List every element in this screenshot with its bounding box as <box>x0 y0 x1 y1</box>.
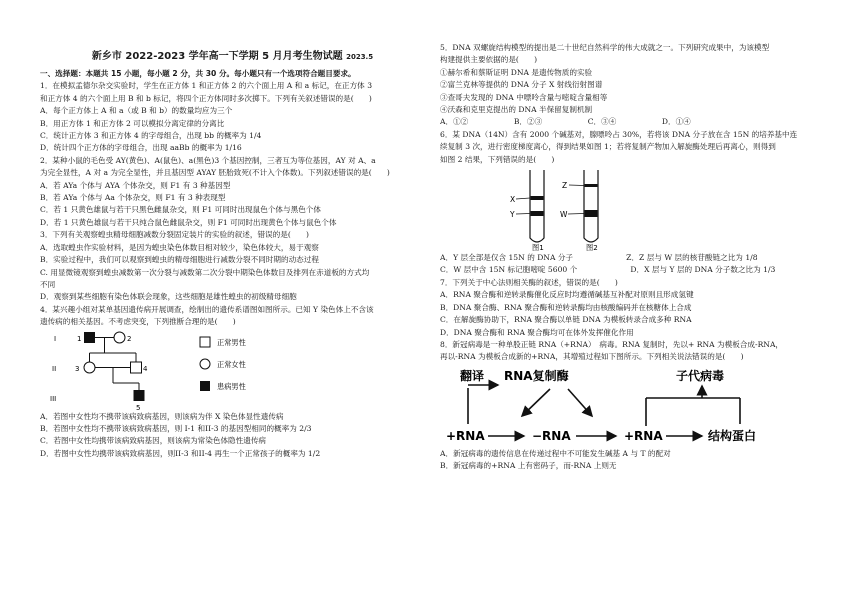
q4-options <box>40 411 425 461</box>
text-line: 7．下列关于中心法则相关酶的叙述，错误的是( ) <box>440 277 618 287</box>
text-line: 1．在模拟孟德尔杂交实验时，学生在正方体 1 和正方体 2 的六个面上用 A 和 a 标记，在正方体 3 <box>40 81 373 91</box>
centrifuge-tubes <box>440 166 828 252</box>
label-rna-replicase: RNA复制酶 <box>504 368 569 383</box>
virus-replication-diagram <box>440 364 828 448</box>
text-line: 为完全显性，A 对 a 为完全显性，并且基因型 AYAY 胚胎致死(不计入个体数)。下列叙述错误的是( ) <box>40 168 390 178</box>
text-line: 6．某 DNA（14N）含有 2000 个碱基对，腺嘌呤占 30%，若将该 DNA 分子放在含 15N 的培养基中连 <box>440 129 798 139</box>
text-line: ③查哥夫发现的 DNA 中嘌呤含量与嘧啶含量相等 <box>440 92 608 102</box>
label-w: W <box>560 210 568 220</box>
pedigree-chart <box>40 329 425 411</box>
label-structural-protein: 结构蛋白 <box>708 428 757 443</box>
gen-label-ii: II <box>52 364 57 373</box>
q8-options <box>440 448 828 473</box>
text-line: D．统计四个正方体的字母组合，出现 aaBb 的概率为 1/16 <box>40 143 242 153</box>
text-line: A．①② B．②③ C．③④ D．①④ <box>440 117 691 127</box>
right-questions-top <box>440 42 828 166</box>
virus-replication-figure <box>440 364 828 448</box>
left-column <box>40 0 425 460</box>
tube-2-band-w <box>585 210 598 217</box>
text-line: A．选取蝗虫作实验材料，是因为蝗虫染色体数目相对较少，染色体较大，易于观察 <box>40 242 319 252</box>
legend-normal-male: 正常男性 <box>217 337 246 347</box>
i1-affected-male <box>84 332 95 343</box>
text-line: 再以-RNA 为模板合成新的+RNA，其增殖过程如下图所示。下列相关说法错误的是( ) <box>440 352 744 362</box>
text-line: B．若 AYa 个体与 Aa 个体杂交，则 F1 有 3 种表现型 <box>40 193 226 203</box>
text-line: B．若图中女性均不携带该病致病基因，则 I-1 和II-3 的基因型相同的概率为 2/3 <box>40 423 312 433</box>
right-questions-middle <box>440 252 828 364</box>
text-line: 8．新冠病毒是一种单股正链 RNA（+RNA） 病毒。RNA 复制时，先以+ RNA 为模板合成-RNA， <box>440 339 784 349</box>
title-main: 新乡市 2022-2023 学年高一下学期 5 月月考生物试题 <box>91 51 343 62</box>
legend-affected-male-icon <box>200 381 210 391</box>
text-line: A．若图中女性均不携带该病致病基因，则该病为伴 X 染色体显性遗传病 <box>40 411 284 421</box>
tube-1-band-y <box>531 211 544 216</box>
label-y: Y <box>510 210 515 220</box>
pedigree-num-3: 3 <box>75 364 80 373</box>
gen-label-i: I <box>54 334 57 343</box>
text-line: B．用正方体 1 和正方体 2 可以模拟分离定律的分离比 <box>40 118 225 128</box>
left-questions <box>40 80 425 328</box>
tube-1-band-x <box>531 196 544 200</box>
text-line: D．DNA 聚合酶和 RNA 聚合酶均可在体外发挥催化作用 <box>440 327 634 337</box>
label-minus-rna: −RNA <box>532 428 571 443</box>
label-plus-rna-1: +RNA <box>446 428 485 443</box>
text-line: 3．下列有关观察蝗虫精母细胞减数分裂固定装片的实验的叙述，错误的是( ) <box>40 230 309 240</box>
text-line: ①赫尔希和蔡斯证明 DNA 是遗传物质的实验 <box>440 67 593 77</box>
text-line: 5．DNA 双螺旋结构模型的提出是二十世纪自然科学的伟大成就之一。下列研究成果中，为该模型 <box>440 43 770 52</box>
text-line: C．若图中女性均携带该病致病基因，则该病为常染色体隐性遗传病 <box>40 436 267 446</box>
legend-affected-male: 患病男性 <box>217 381 246 391</box>
legend-normal-female-icon <box>200 359 210 369</box>
text-line: C．统计正方体 3 和正方体 4 的字母组合，出现 bb 的概率为 1/4 <box>40 131 262 141</box>
text-line: C．在解旋酶协助下，RNA 聚合酶以单链 DNA 为模板转录合成多种 RNA <box>440 315 692 325</box>
text-line: 不同 <box>40 279 56 289</box>
iii-affected-male <box>134 390 145 401</box>
text-line: C. 用显微镜观察到蝗虫减数第一次分裂与减数第二次分裂中期染色体数目及排列在赤道板的方式均 <box>40 267 370 277</box>
centrifuge-tube-figure <box>440 166 828 252</box>
text-line: B．DNA 聚合酶、RNA 聚合酶和逆转录酶均由核酸编码并在核糖体上合成 <box>440 302 692 312</box>
text-line: ④沃森和克里克提出的 DNA 半保留复制机制 <box>440 105 593 115</box>
i2-normal-female <box>114 332 125 343</box>
text-line: 2．某种小鼠的毛色受 AY(黄色)、A(鼠色)、a(黑色)3 个基因控制，三者互为等位基因，AY 对 A、a <box>40 155 376 165</box>
text-line: 4．某兴趣小组对某单基因遗传病开展调查，绘制出的遗传系谱图如图所示。已知 Y 染色体上不含该 <box>40 304 374 314</box>
page-title <box>40 51 425 68</box>
text-line: D．观察到某些细胞有染色体联会现象，这些细胞是雄性蝗虫的初级精母细胞 <box>40 292 297 302</box>
label-x: X <box>510 195 516 205</box>
caption-fig1: 图1 <box>532 243 544 253</box>
tube-2 <box>584 170 598 242</box>
section-heading: 一、选择题：本题共 15 小题，每小题 2 分，共 30 分。每小题只有一个选项符合题目要求。 <box>40 69 356 78</box>
text-line: D．若图中女性均携带该病致病基因，则II-3 和II-4 再生一个正常孩子的概率为 1/2 <box>40 448 321 458</box>
ii-normal-female <box>84 362 95 373</box>
text-line: 续复制 3 次，进行密度梯度离心，得到结果如图 1；若将复制产物加入解旋酶处理后再离心，则得到 <box>440 142 776 152</box>
text-line: C．W 层中含 15N 标记胞嘧啶 5600 个 D．X 层与 Y 层的 DNA 分子数之比为 1/3 <box>440 265 776 275</box>
text-line: 遗传病的相关基因。不考虑突变，下列推断合理的是( ) <box>40 317 236 327</box>
label-progeny-virus: 子代病毒 <box>676 368 725 383</box>
pedigree-num-1: 1 <box>77 334 82 343</box>
title-date: 2023.5 <box>346 53 374 61</box>
text-line: ②富兰克林等提供的 DNA 分子 X 射线衍射图谱 <box>440 80 603 90</box>
label-plus-rna-2: +RNA <box>624 428 663 443</box>
gen-label-iii: III <box>50 394 57 403</box>
text-line: A．Y 层全部是仅含 15N 的 DNA 分子 Z．Z 层与 W 层的核苷酸链之比为 1/8 <box>440 253 758 263</box>
caption-fig2: 图2 <box>586 243 598 253</box>
pedigree-num-5: 5 <box>136 403 141 411</box>
text-line: A．RNA 聚合酶和逆转录酶催化反应时均遵循碱基互补配对原则且形成氢键 <box>440 290 694 300</box>
text-line: C．若 1 只黄色雄鼠与若干只黑色雌鼠杂交，则 F1 可同时出现鼠色个体与黑色个体 <box>40 205 321 215</box>
text-line: D．若 1 只黄色雄鼠与若干只纯合鼠色雌鼠杂交，则 F1 可同时出现黄色个体与鼠色个体 <box>40 217 337 227</box>
ii-normal-male <box>131 362 142 373</box>
text-line: A．每个正方体上 A 和 a（或 B 和 b）的数量均应为三个 <box>40 106 233 116</box>
text-line: B．新冠病毒的+RNA 上有密码子，而-RNA 上则无 <box>440 461 617 471</box>
legend-normal-male-icon <box>200 337 210 347</box>
text-line: A．新冠病毒的遗传信息在传递过程中不可能发生碱基 A 与 T 的配对 <box>440 448 671 458</box>
pedigree-num-2: 2 <box>127 334 132 343</box>
label-translate: 翻译 <box>460 368 485 383</box>
text-line: B．实验过程中，我们可以观察到蝗虫的精母细胞进行减数分裂不同时期的动态过程 <box>40 255 319 265</box>
legend-normal-female: 正常女性 <box>217 359 246 369</box>
tube-2-band-z <box>585 184 598 187</box>
text-line: A．若 AYa 个体与 AYA 个体杂交，则 F1 有 3 种基因型 <box>40 180 231 190</box>
tube-1 <box>530 170 544 242</box>
text-line: 和正方体 4 的六个面上用 B 和 b 标记，将四个正方体同时多次掷下。下列有关叙述错误的是( ) <box>40 93 372 103</box>
label-z: Z <box>562 181 568 191</box>
text-line: 如图 2 结果，下列错误的是( ) <box>440 154 555 164</box>
pedigree-num-4: 4 <box>143 364 148 373</box>
pedigree-figure <box>40 329 425 411</box>
right-column <box>440 42 828 473</box>
text-line: 构建提供主要依据的是( ) <box>440 55 538 65</box>
